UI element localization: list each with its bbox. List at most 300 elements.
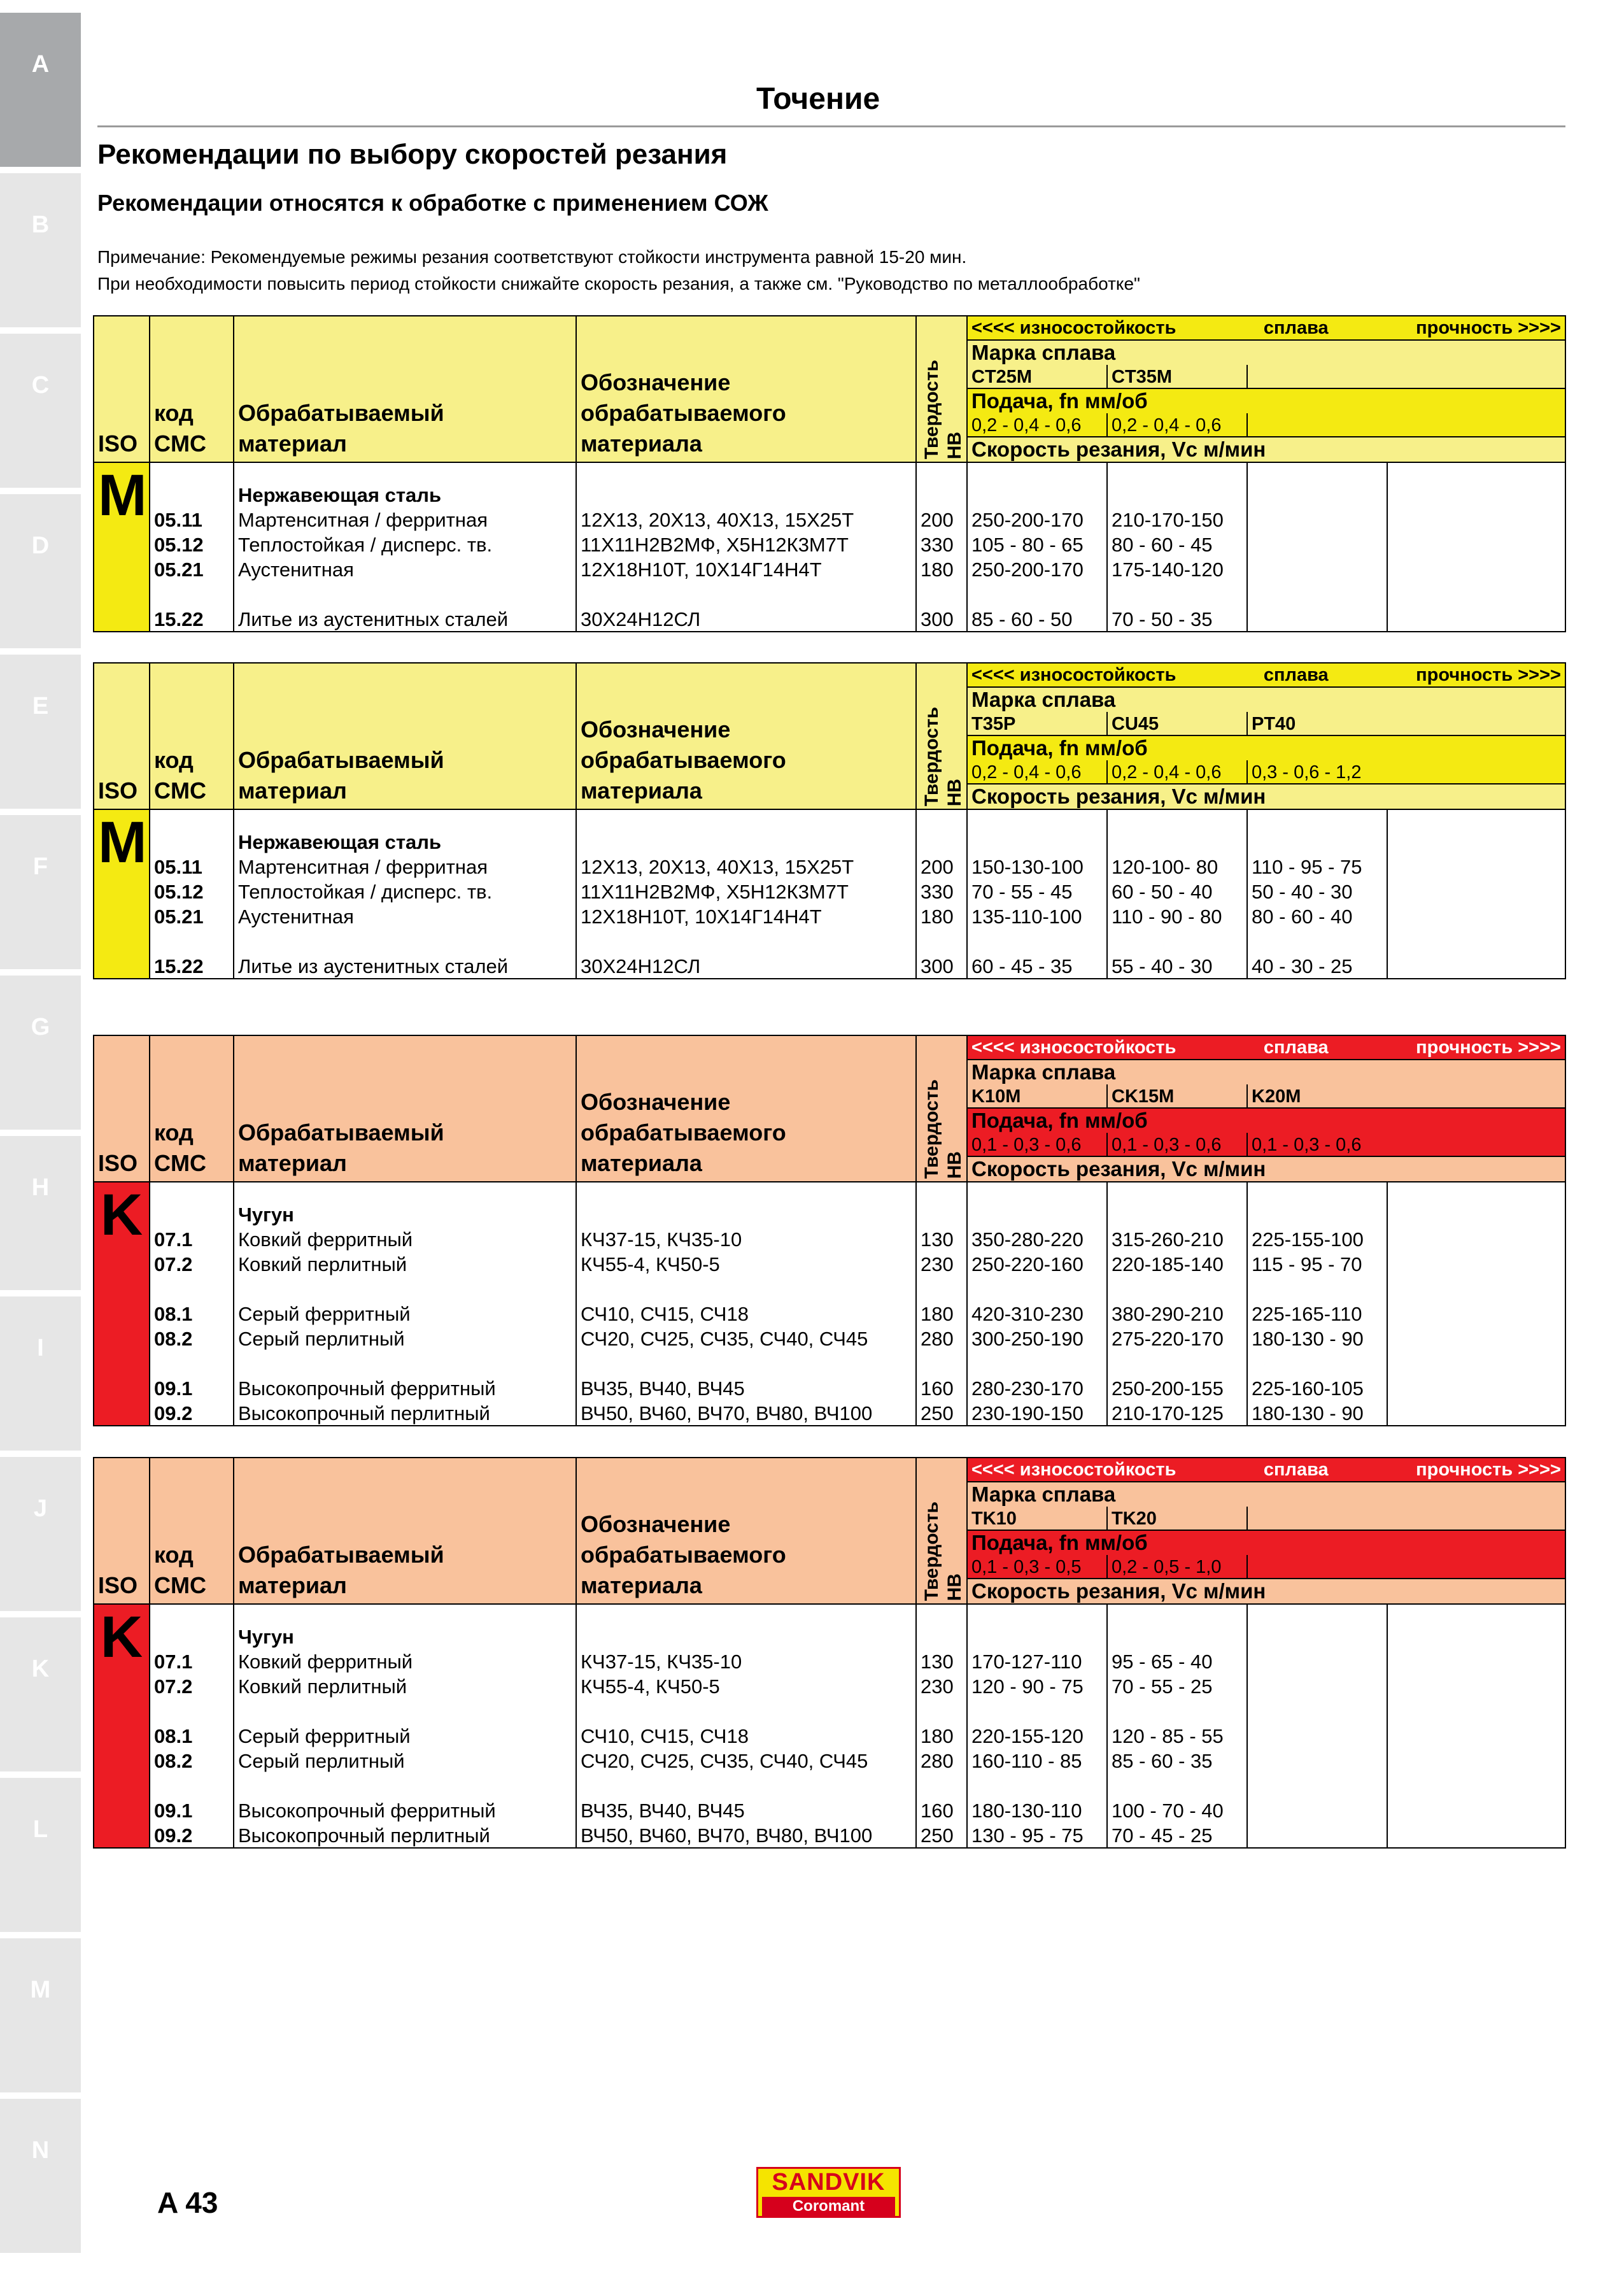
side-tab-c[interactable] xyxy=(0,334,81,488)
grade-label: Марка сплава xyxy=(967,340,1565,365)
table-row xyxy=(94,1226,1565,1251)
cutting-speed-value: 230-190-150 xyxy=(967,1400,1107,1426)
material-group-title: Нержавеющая сталь xyxy=(234,482,576,507)
speed-cell-empty xyxy=(1387,581,1565,606)
hardness-label: Твердость xyxy=(921,359,942,459)
wear-strength-bar xyxy=(967,663,1565,687)
designation-header-line: обрабатываемого xyxy=(581,747,786,773)
page-heading: Рекомендации по выбору скоростей резания xyxy=(97,139,728,170)
cmc-label: CMC xyxy=(154,1572,206,1598)
side-tab-f[interactable] xyxy=(0,815,81,969)
cutting-speed-value: 95 - 65 - 40 xyxy=(1107,1649,1247,1673)
speed-cell-empty xyxy=(1387,904,1565,928)
wear-arrow-label: <<<< износостойкость xyxy=(971,317,1176,338)
designation-header-line: обрабатываемого xyxy=(581,400,786,426)
material-name: Аустенитная xyxy=(234,557,576,581)
hardness-value: 330 xyxy=(916,879,967,904)
cutting-speed-value xyxy=(1107,1276,1247,1301)
side-tab-m[interactable] xyxy=(0,1938,81,2092)
speed-cell-empty xyxy=(1387,1673,1565,1698)
cutting-speed-value: 60 - 50 - 40 xyxy=(1107,879,1247,904)
grade-name: TK20 xyxy=(1107,1507,1247,1530)
speed-label: Скорость резания, Vc м/мин xyxy=(967,1156,1565,1182)
cutting-speed-value: 70 - 55 - 25 xyxy=(1107,1673,1247,1698)
side-tab-d[interactable] xyxy=(0,494,81,648)
grade-name: CT35M xyxy=(1107,365,1247,388)
spacer xyxy=(1247,1604,1387,1624)
designation-header-line: материала xyxy=(581,1150,702,1176)
grade-name: CU45 xyxy=(1107,712,1247,735)
designation-header-line: обрабатываемого xyxy=(581,1119,786,1146)
speed-cell xyxy=(1247,1202,1387,1226)
spacer xyxy=(1107,1182,1247,1202)
material-designation: СЧ10, СЧ15, СЧ18 xyxy=(576,1301,916,1326)
cmc-code: 07.1 xyxy=(150,1649,234,1673)
table-row xyxy=(94,1251,1565,1276)
table-row xyxy=(94,1375,1565,1400)
table-row xyxy=(94,557,1565,581)
table-row xyxy=(94,879,1565,904)
material-group-title: Чугун xyxy=(234,1624,576,1649)
cutting-speed-value: 250-200-155 xyxy=(1107,1375,1247,1400)
designation-cell xyxy=(576,1624,916,1649)
speed-cell-empty xyxy=(1387,1351,1565,1375)
material-designation xyxy=(576,581,916,606)
cutting-speed-value xyxy=(1247,1351,1387,1375)
cutting-speed-value xyxy=(1247,1748,1387,1773)
spacer xyxy=(1387,1182,1565,1202)
cmc-code: 08.2 xyxy=(150,1326,234,1351)
side-tab-n[interactable] xyxy=(0,2099,81,2253)
spacer xyxy=(1247,1182,1387,1202)
cutting-speed-value xyxy=(967,1351,1107,1375)
wear-strength-bar xyxy=(967,316,1565,340)
spacer xyxy=(234,462,576,482)
cmc-code: 09.2 xyxy=(150,1822,234,1848)
hardness-value: 160 xyxy=(916,1798,967,1822)
hardness-value: 180 xyxy=(916,1301,967,1326)
grade-name: CK15M xyxy=(1107,1084,1247,1108)
cmc-code xyxy=(150,1276,234,1301)
cutting-speed-value: 85 - 60 - 50 xyxy=(967,606,1107,632)
side-tab-l[interactable] xyxy=(0,1778,81,1932)
cutting-speed-value xyxy=(1247,557,1387,581)
feed-label: Подача, fn мм/об xyxy=(967,388,1565,413)
spacer xyxy=(916,1604,967,1624)
material-designation: СЧ20, СЧ25, СЧ35, СЧ40, СЧ45 xyxy=(576,1326,916,1351)
material-designation xyxy=(576,1698,916,1723)
spacer xyxy=(916,1182,967,1202)
hardness-value: 330 xyxy=(916,532,967,557)
material-designation: КЧ37-15, КЧ35-10 xyxy=(576,1649,916,1673)
logo-brand: SANDVIK xyxy=(772,2169,886,2196)
spacer xyxy=(916,809,967,829)
hardness-value xyxy=(916,928,967,953)
cmc-code xyxy=(150,1698,234,1723)
section-title: Точение xyxy=(756,82,880,116)
speed-cell xyxy=(1247,1624,1387,1649)
cutting-speed-value: 70 - 45 - 25 xyxy=(1107,1822,1247,1848)
material-name: Серый ферритный xyxy=(234,1301,576,1326)
speed-cell-empty xyxy=(1387,507,1565,532)
spacer xyxy=(1247,809,1387,829)
side-tab-a[interactable] xyxy=(0,13,81,167)
side-tab-i[interactable] xyxy=(0,1296,81,1451)
table-row xyxy=(94,904,1565,928)
strength-arrow-label: прочность >>>> xyxy=(1416,1459,1561,1480)
feed-value: 0,3 - 0,6 - 1,2 xyxy=(1247,760,1387,784)
cutting-speed-value: 110 - 95 - 75 xyxy=(1247,854,1387,879)
feed-value: 0,2 - 0,5 - 1,0 xyxy=(1107,1555,1247,1579)
col-header-iso: ISO xyxy=(94,1458,150,1604)
table-row xyxy=(94,854,1565,879)
wear-arrow-label: <<<< износостойкость xyxy=(971,1037,1176,1058)
cmc-code xyxy=(150,928,234,953)
side-tab-h[interactable] xyxy=(0,1136,81,1290)
iso-group-letter: M xyxy=(94,462,150,632)
hardness-value: 130 xyxy=(916,1226,967,1251)
alloy-word-label: сплава xyxy=(1263,317,1329,338)
spacer xyxy=(234,1604,576,1624)
speed-cell xyxy=(1107,1202,1247,1226)
col-header-hardness xyxy=(916,663,967,809)
cutting-speed-value xyxy=(1247,1649,1387,1673)
hb-label: НВ xyxy=(944,1573,965,1601)
cutting-speed-value xyxy=(1107,1773,1247,1798)
side-tab-g[interactable] xyxy=(0,976,81,1130)
speed-cell-empty xyxy=(1387,1226,1565,1251)
material-name xyxy=(234,1351,576,1375)
material-name: Теплостойкая / дисперс. тв. xyxy=(234,879,576,904)
cutting-speed-value xyxy=(1107,581,1247,606)
spacer xyxy=(1107,809,1247,829)
cutting-speed-value: 315-260-210 xyxy=(1107,1226,1247,1251)
feed-value: 0,1 - 0,3 - 0,6 xyxy=(967,1133,1107,1156)
cutting-speed-value: 100 - 70 - 40 xyxy=(1107,1798,1247,1822)
material-designation: СЧ10, СЧ15, СЧ18 xyxy=(576,1723,916,1748)
cutting-speed-value xyxy=(1247,1698,1387,1723)
hardness-value: 280 xyxy=(916,1748,967,1773)
feed-value: 0,2 - 0,4 - 0,6 xyxy=(967,413,1107,437)
cmc-code: 07.2 xyxy=(150,1673,234,1698)
feed-label: Подача, fn мм/об xyxy=(967,1530,1565,1555)
material-header-line: материал xyxy=(238,430,347,457)
spacer xyxy=(1107,1604,1247,1624)
table-row xyxy=(94,1673,1565,1698)
hardness-value: 300 xyxy=(916,953,967,979)
speed-cell-empty xyxy=(1387,1748,1565,1773)
cutting-speed-value: 280-230-170 xyxy=(967,1375,1107,1400)
cutting-speed-value xyxy=(1247,606,1387,632)
side-tab-k[interactable] xyxy=(0,1617,81,1771)
iso-group-letter: K xyxy=(94,1604,150,1848)
designation-header-line: материала xyxy=(581,1572,702,1598)
cutting-speed-value xyxy=(1247,1673,1387,1698)
col-header-cmc xyxy=(150,663,234,809)
material-name xyxy=(234,1773,576,1798)
speed-cell-empty xyxy=(1387,1698,1565,1723)
speed-cell xyxy=(1387,1202,1565,1226)
alloy-word-label: сплава xyxy=(1263,664,1329,685)
hardness-label: Твердость xyxy=(921,706,942,806)
grade-name: CT25M xyxy=(967,365,1107,388)
cutting-speed-value: 175-140-120 xyxy=(1107,557,1247,581)
hb-cell xyxy=(916,482,967,507)
hardness-label: Твердость xyxy=(921,1079,942,1179)
spacer xyxy=(234,1182,576,1202)
col-header-hardness xyxy=(916,1035,967,1182)
material-name: Литье из аустенитных сталей xyxy=(234,606,576,632)
cmc-code: 05.21 xyxy=(150,557,234,581)
wear-arrow-label: <<<< износостойкость xyxy=(971,1459,1176,1480)
cutting-speed-value: 70 - 55 - 45 xyxy=(967,879,1107,904)
cmc-code xyxy=(150,1351,234,1375)
speed-cell-empty xyxy=(1387,1276,1565,1301)
cmc-code: 08.2 xyxy=(150,1748,234,1773)
wear-strength-bar xyxy=(967,1035,1565,1060)
side-tab-label: B xyxy=(31,211,50,238)
table-row xyxy=(94,1822,1565,1848)
cutting-speed-value: 380-290-210 xyxy=(1107,1301,1247,1326)
grade-empty xyxy=(1387,712,1565,735)
cmc-code: 05.11 xyxy=(150,854,234,879)
speed-cell xyxy=(967,1202,1107,1226)
cutting-speed-value: 170-127-110 xyxy=(967,1649,1107,1673)
speed-cell-empty xyxy=(1387,1326,1565,1351)
note-text xyxy=(97,244,1140,297)
cmc-label: CMC xyxy=(154,430,206,457)
cutting-speed-value: 180-130-110 xyxy=(967,1798,1107,1822)
kod-label: код xyxy=(154,400,194,426)
table-row xyxy=(94,507,1565,532)
speed-cell-empty xyxy=(1387,1798,1565,1822)
hardness-value: 300 xyxy=(916,606,967,632)
cutting-speed-value xyxy=(1247,532,1387,557)
material-name: Высокопрочный ферритный xyxy=(234,1798,576,1822)
material-designation xyxy=(576,928,916,953)
cutting-speed-value: 130 - 95 - 75 xyxy=(967,1822,1107,1848)
material-name: Высокопрочный перлитный xyxy=(234,1400,576,1426)
cutting-speed-value xyxy=(1247,1798,1387,1822)
cmc-code: 05.12 xyxy=(150,532,234,557)
material-name: Мартенситная / ферритная xyxy=(234,854,576,879)
material-designation: КЧ37-15, КЧ35-10 xyxy=(576,1226,916,1251)
speed-cell-empty xyxy=(1387,1822,1565,1848)
speed-cell-empty xyxy=(1387,1375,1565,1400)
table-row xyxy=(94,1723,1565,1748)
material-header-line: материал xyxy=(238,777,347,804)
cutting-speed-value: 55 - 40 - 30 xyxy=(1107,953,1247,979)
speed-cell-empty xyxy=(1387,928,1565,953)
spacer xyxy=(150,809,234,829)
material-designation: 12Х18Н10Т, 10Х14Г14Н4Т xyxy=(576,904,916,928)
speed-cell xyxy=(1107,1624,1247,1649)
material-name xyxy=(234,1698,576,1723)
hb-label: НВ xyxy=(944,778,965,806)
hardness-value: 250 xyxy=(916,1822,967,1848)
cutting-speed-value xyxy=(1247,1723,1387,1748)
material-designation: СЧ20, СЧ25, СЧ35, СЧ40, СЧ45 xyxy=(576,1748,916,1773)
speed-cell xyxy=(1107,829,1247,854)
speed-cell-empty xyxy=(1387,1301,1565,1326)
speed-cell xyxy=(1387,1624,1565,1649)
speed-label: Скорость резания, Vc м/мин xyxy=(967,784,1565,809)
speed-label: Скорость резания, Vc м/мин xyxy=(967,1579,1565,1604)
speed-cell-empty xyxy=(1387,606,1565,632)
speed-cell xyxy=(1107,482,1247,507)
cutting-speed-value xyxy=(1247,581,1387,606)
col-header-material xyxy=(234,1458,576,1604)
code-cell xyxy=(150,1624,234,1649)
material-name: Высокопрочный ферритный xyxy=(234,1375,576,1400)
grade-name: K20M xyxy=(1247,1084,1387,1108)
cmc-code: 15.22 xyxy=(150,606,234,632)
feed-label: Подача, fn мм/об xyxy=(967,1108,1565,1133)
hb-label: НВ xyxy=(944,1151,965,1179)
table-row xyxy=(94,606,1565,632)
spacer xyxy=(916,462,967,482)
material-header-line: Обрабатываемый xyxy=(238,1119,444,1146)
cmc-code: 05.12 xyxy=(150,879,234,904)
material-name: Серый перлитный xyxy=(234,1748,576,1773)
feed-empty xyxy=(1387,1133,1565,1156)
table-row xyxy=(94,1326,1565,1351)
material-name: Литье из аустенитных сталей xyxy=(234,953,576,979)
material-name: Ковкий ферритный xyxy=(234,1226,576,1251)
spacer xyxy=(576,1604,916,1624)
side-tab-label: K xyxy=(31,1655,50,1682)
material-name xyxy=(234,1276,576,1301)
material-header-line: Обрабатываемый xyxy=(238,1542,444,1568)
material-header-line: материал xyxy=(238,1572,347,1598)
hardness-value: 230 xyxy=(916,1673,967,1698)
feed-value: 0,1 - 0,3 - 0,6 xyxy=(1247,1133,1387,1156)
material-name: Высокопрочный перлитный xyxy=(234,1822,576,1848)
spacer xyxy=(967,809,1107,829)
side-tab-label: I xyxy=(37,1334,44,1361)
spacer xyxy=(1387,1604,1565,1624)
cutting-speed-value: 50 - 40 - 30 xyxy=(1247,879,1387,904)
grade-empty xyxy=(1387,1084,1565,1108)
material-header-line: Обрабатываемый xyxy=(238,400,444,426)
cutting-speed-value: 120 - 85 - 55 xyxy=(1107,1723,1247,1748)
hardness-value xyxy=(916,1773,967,1798)
material-designation: 12Х13, 20Х13, 40Х13, 15Х25Т xyxy=(576,507,916,532)
table-row xyxy=(94,581,1565,606)
hb-cell xyxy=(916,829,967,854)
hardness-value xyxy=(916,1351,967,1375)
speed-cell xyxy=(1387,482,1565,507)
iso-group-letter: K xyxy=(94,1182,150,1426)
hardness-value: 180 xyxy=(916,1723,967,1748)
cmc-label: CMC xyxy=(154,1150,206,1176)
speed-cell-empty xyxy=(1387,1400,1565,1426)
cmc-code: 05.21 xyxy=(150,904,234,928)
table-row xyxy=(94,1698,1565,1723)
cutting-speed-value: 85 - 60 - 35 xyxy=(1107,1748,1247,1773)
grade-name: PT40 xyxy=(1247,712,1387,735)
cutting-speed-value: 300-250-190 xyxy=(967,1326,1107,1351)
hardness-value xyxy=(916,1698,967,1723)
col-header-cmc xyxy=(150,1035,234,1182)
material-name: Серый перлитный xyxy=(234,1326,576,1351)
material-designation: 12Х18Н10Т, 10Х14Г14Н4Т xyxy=(576,557,916,581)
hardness-value xyxy=(916,1276,967,1301)
table-row xyxy=(94,953,1565,979)
cutting-speed-value: 135-110-100 xyxy=(967,904,1107,928)
hardness-value: 230 xyxy=(916,1251,967,1276)
speed-cell xyxy=(1247,482,1387,507)
code-cell xyxy=(150,1202,234,1226)
side-tab-b[interactable] xyxy=(0,173,81,327)
spacer xyxy=(1387,462,1565,482)
speed-cell xyxy=(1247,829,1387,854)
speed-cell xyxy=(1387,829,1565,854)
material-name xyxy=(234,581,576,606)
cmc-code: 09.1 xyxy=(150,1375,234,1400)
cutting-speed-value: 60 - 45 - 35 xyxy=(967,953,1107,979)
designation-header-line: Обозначение xyxy=(581,716,731,742)
hardness-value xyxy=(916,581,967,606)
cutting-speed-value: 420-310-230 xyxy=(967,1301,1107,1326)
side-tab-label: G xyxy=(31,1013,50,1040)
feed-value: 0,2 - 0,4 - 0,6 xyxy=(1107,760,1247,784)
spacer xyxy=(576,809,916,829)
col-header-iso: ISO xyxy=(94,316,150,462)
col-header-iso: ISO xyxy=(94,1035,150,1182)
hardness-value: 200 xyxy=(916,854,967,879)
material-designation: 30Х24Н12СЛ xyxy=(576,953,916,979)
page-number: A 43 xyxy=(157,2186,218,2219)
strength-arrow-label: прочность >>>> xyxy=(1416,317,1561,338)
cutting-speed-value xyxy=(1107,1351,1247,1375)
strength-arrow-label: прочность >>>> xyxy=(1416,664,1561,685)
speed-cell-empty xyxy=(1387,1649,1565,1673)
feed-value: 0,2 - 0,4 - 0,6 xyxy=(1107,413,1247,437)
material-header-line: Обрабатываемый xyxy=(238,747,444,773)
cutting-speed-value: 120-100- 80 xyxy=(1107,854,1247,879)
cutting-speed-value xyxy=(1247,928,1387,953)
iso-group-letter: M xyxy=(94,809,150,979)
designation-cell xyxy=(576,1202,916,1226)
table-row xyxy=(94,1773,1565,1798)
material-name: Серый ферритный xyxy=(234,1723,576,1748)
spacer xyxy=(150,1604,234,1624)
hardness-value: 180 xyxy=(916,904,967,928)
spacer xyxy=(576,462,916,482)
grade-name: TK10 xyxy=(967,1507,1107,1530)
grade-label: Марка сплава xyxy=(967,1482,1565,1507)
speed-table-3 xyxy=(93,1035,1566,1426)
col-header-material xyxy=(234,1035,576,1182)
cmc-label: CMC xyxy=(154,777,206,804)
table-row xyxy=(94,1798,1565,1822)
cutting-speed-value: 350-280-220 xyxy=(967,1226,1107,1251)
material-designation: 12Х13, 20Х13, 40Х13, 15Х25Т xyxy=(576,854,916,879)
side-tab-label: H xyxy=(31,1174,50,1201)
side-tab-j[interactable] xyxy=(0,1457,81,1611)
material-designation xyxy=(576,1276,916,1301)
wear-strength-bar xyxy=(967,1458,1565,1482)
material-name: Теплостойкая / дисперс. тв. xyxy=(234,532,576,557)
table-row xyxy=(94,1649,1565,1673)
designation-header-line: обрабатываемого xyxy=(581,1542,786,1568)
code-cell xyxy=(150,482,234,507)
side-tab-e[interactable] xyxy=(0,655,81,809)
spacer xyxy=(1387,809,1565,829)
cmc-code: 09.2 xyxy=(150,1400,234,1426)
sandvik-logo xyxy=(756,2167,901,2218)
